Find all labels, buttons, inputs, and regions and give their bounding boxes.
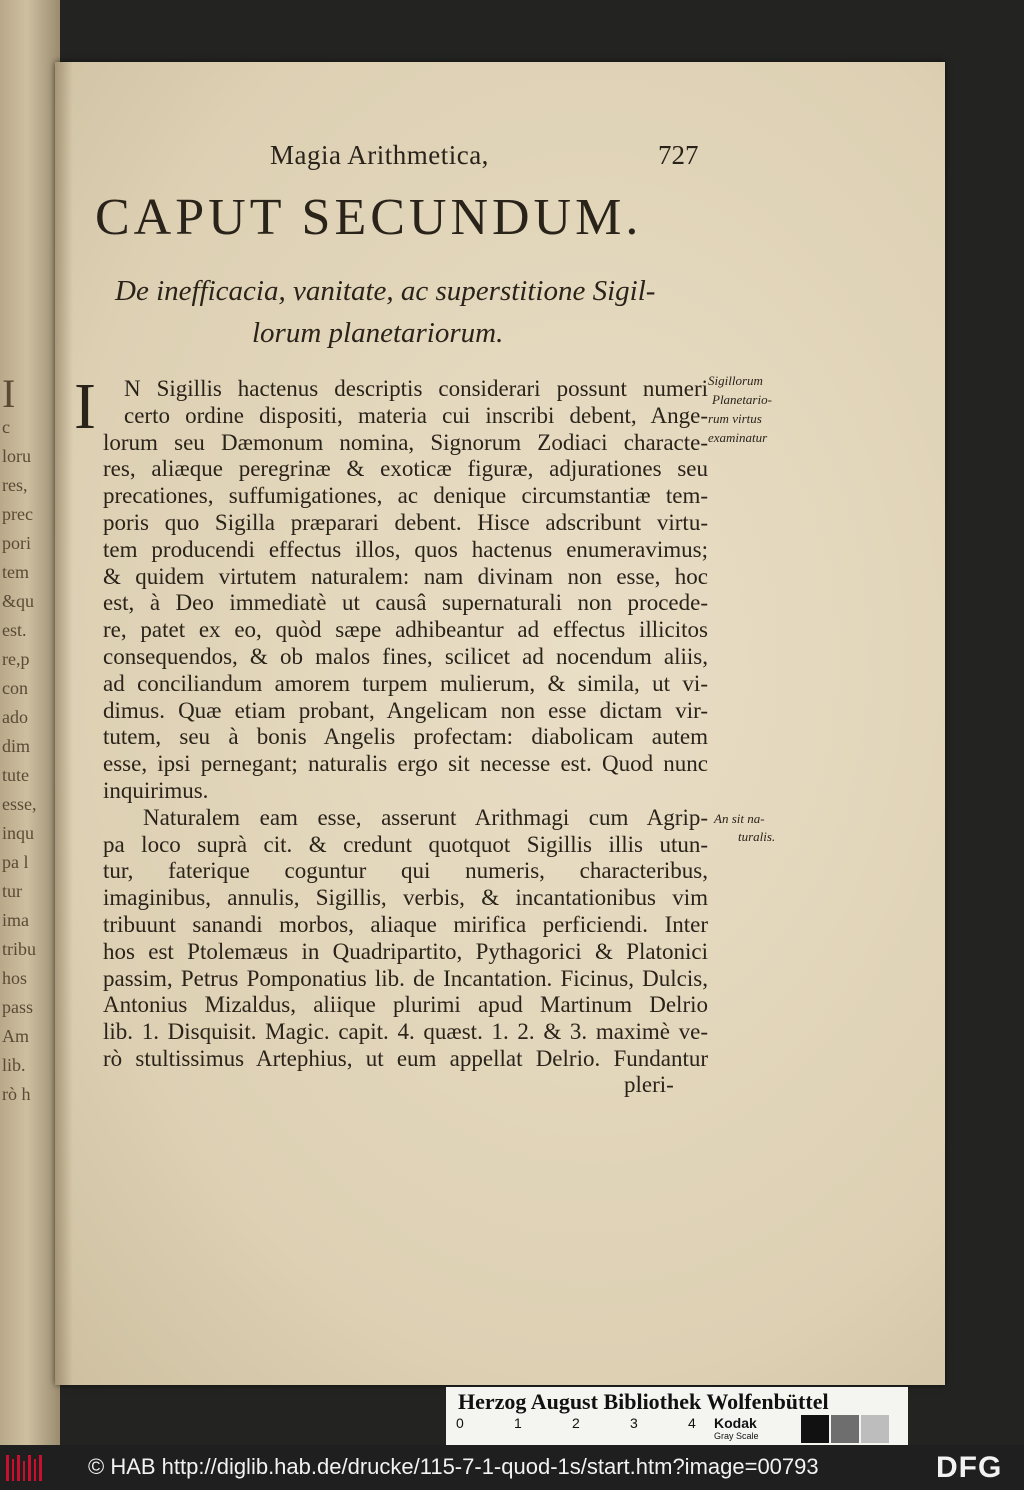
facing-page-fragment: dim [2,736,31,756]
institution-label: Herzog August Bibliothek Wolfenbüttel [458,1389,829,1414]
facing-page-fragment: res, [2,475,28,495]
body-line: pa loco suprà cit. & credunt quotquot Sigillis illis utun- [103,831,708,857]
facing-page-fragment: tribu [2,939,36,959]
chapter-title: CAPUT SECUNDUM. [95,189,643,246]
body-line: est, à Deo immediatè ut causâ supernaturali non procede- [103,590,708,616]
facing-page-fragment: est. [2,620,27,640]
facing-page-fragment: tem [2,562,29,582]
facing-page-fragment: con [2,678,28,698]
margin-note-line: turalis. [738,829,776,844]
facing-page-fragment: prec [2,504,33,524]
body-line: & quidem virtutem naturalem: nam divinam non esse, hoc [103,563,708,589]
facing-page-fragment: ado [2,707,28,727]
ruler-scale [456,1417,696,1445]
chapter-subtitle-line: De inefficacia, vanitate, ac superstitione Sigil- [115,275,656,307]
gray-swatch [801,1415,829,1443]
kodak-brand: Kodak [714,1415,757,1431]
body-line: consequendos, & ob malos fines, scilicet ad nocendum aliis, [103,644,708,669]
gray-swatch [861,1415,889,1443]
margin-note-line: An sit na- [714,811,765,826]
body-line: lorum seu Dæmonum nomina, Signorum Zodiaci characte- [103,429,708,455]
facing-page-fragment: I [2,371,16,416]
facing-page-fragment: tur [2,881,22,901]
facing-page-fragment: pass [2,997,33,1017]
margin-note-line: rum virtus [708,411,762,426]
body-line: re, patet ex eo, quòd sæpe adhibeantur ad effectus illicitos [103,617,708,643]
body-line: imaginibus, annulis, Sigillis, verbis, & incantationibus vim [103,885,708,911]
gray-swatch [831,1415,859,1443]
facing-page-fragment: &qu [2,591,35,611]
facing-page-fragment: loru [2,446,31,466]
page-number: 727 [658,140,699,170]
body-line: passim, Petrus Pomponatius lib. de Incantation. Ficinus, Dulcis, [103,965,708,991]
catchword: pleri- [624,1071,674,1097]
body-line: tutem, seu à bonis Angelis profectam: diabolicam autem [103,724,708,750]
hab-barcode-icon [6,1455,46,1481]
ruler-number: 2 [572,1415,580,1431]
running-title: Magia Arithmetica, [270,140,489,170]
ruler-number: 0 [456,1415,464,1431]
facing-page-fragment: ima [2,910,29,930]
margin-note-line: Planetario- [712,392,772,407]
footer-copyright-link[interactable]: © HAB http://diglib.hab.de/drucke/115-7-1-quod-1s/start.htm?image=00793 [88,1454,819,1479]
facing-page-fragment: re,p [2,649,30,669]
body-line: precationes, suffumigationes, ac denique circumstantiæ tem- [103,483,708,509]
body-line: tur, faterique coguntur qui numeris, characteribus, [103,858,708,884]
facing-page-fragment: inqu [2,823,35,843]
body-line: certo ordine dispositi, materia cui inscribi debent, Ange- [124,402,708,428]
body-line: N Sigillis hactenus descriptis considerari possunt numeri [124,376,708,401]
body-line: rò stultissimus Artephius, ut eum appellat Delrio. Fundantur [103,1046,708,1071]
facing-page-fragment: tute [2,765,29,785]
margin-note-line: Sigillorum [708,373,763,388]
reference-card [446,1387,908,1445]
body-line: hos est Ptolemæus in Quadripartito, Pythagorici & Platonici [103,938,708,964]
footer-bar [0,1445,1024,1490]
facing-page-fragment: lib. [2,1055,26,1075]
ruler-number: 4 [688,1415,696,1431]
body-line: lib. 1. Disquisit. Magic. capit. 4. quæst. 1. 2. & 3. maximè ve- [103,1019,708,1045]
gray-scale-label: Gray Scale [714,1431,759,1441]
facing-page-fragment: pori [2,533,31,553]
drop-cap: I [74,370,96,443]
margin-note-line: examinatur [708,430,768,445]
ruler-number: 1 [514,1415,522,1431]
page-gutter [55,62,73,1385]
body-line: poris quo Sigilla præparari debent. Hisce adscribunt virtu- [103,510,708,535]
facing-page-fragment: pa l [2,852,29,872]
body-line: Antonius Mizaldus, aliique plurimi apud Martinum Delrio [103,992,708,1018]
dfg-logo: DFG [936,1451,1003,1484]
facing-page-fragment: rò h [2,1084,31,1104]
facing-page-edge [0,0,60,1445]
body-line: inquirimus. [103,778,209,803]
body-line: esse, ipsi pernegant; naturalis ergo sit necesse est. Quod nunc [103,751,708,777]
body-line: tribuunt sanandi morbos, aliaque mirifica perficiendi. Inter [103,912,708,937]
chapter-subtitle-line: lorum planetariorum. [252,317,504,349]
facing-page-fragment: c [2,417,10,437]
body-line: ad conciliandum amorem turpem mulierum, & simila, ut vi- [103,670,708,696]
ruler-number: 3 [630,1415,638,1431]
body-line: res, aliæque peregrinæ & exoticæ figuræ, adjurationes seu [103,456,708,482]
facing-page-fragment: hos [2,968,28,988]
body-line: dimus. Quæ etiam probant, Angelicam non esse dictam vir- [103,697,708,723]
facing-page-fragment: esse, [2,794,37,814]
body-line: Naturalem eam esse, asserunt Arithmagi cum Agrip- [143,804,708,830]
body-line: tem producendi effectus illos, quos hactenus enumeravimus; [103,536,708,562]
facing-page-fragment: Am [2,1026,29,1046]
